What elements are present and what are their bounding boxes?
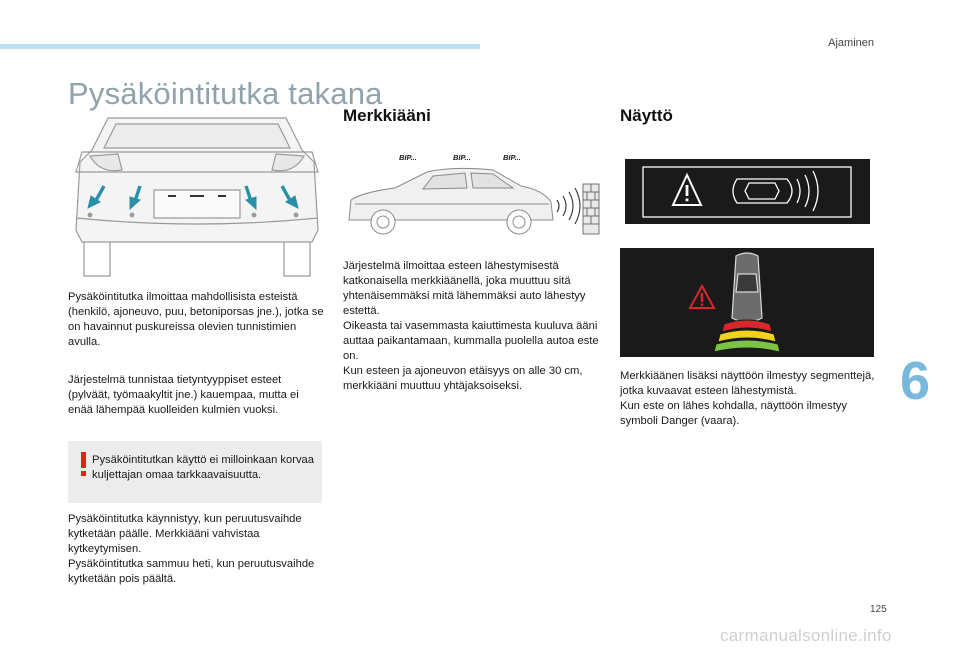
rear-bumper-illustration — [68, 110, 326, 278]
warning-box — [68, 441, 322, 503]
chapter-number: 6 — [900, 351, 931, 411]
page-number: 125 — [870, 604, 887, 615]
display-segments — [620, 248, 874, 357]
detection-paragraph: Järjestelmä tunnistaa tietyntyyppiset esteet (pylväät, työmaakyltit jne.) kauempaa, mutta ei enää lähempää kuolleiden kulmien vuoksi. — [68, 374, 299, 416]
bip-label-3: BIP... — [503, 153, 521, 162]
section-label: Ajaminen — [828, 37, 874, 49]
heading-naytto: Näyttö — [620, 106, 673, 125]
watermark: carmanualsonline.info — [720, 626, 892, 645]
bip-label-1: BIP... — [399, 153, 417, 162]
bip-label-2: BIP... — [453, 153, 471, 162]
exclamation-icon — [81, 452, 86, 468]
page-title: Pysäköintitutka takana — [68, 76, 383, 111]
side-car-illustration — [343, 148, 601, 240]
warning-text: Pysäköintitutkan käyttö ei milloinkaan korvaa kuljettajan omaa tarkkaavaisuutta. — [92, 454, 314, 481]
sound-paragraph: Järjestelmä ilmoittaa esteen lähestymisestä katkonaisella merkkiäänellä, joka muuttuu sitä yhtenäisemmäksi mitä lähemmäksi auto lähestyy estettä. Oikeasta tai vasemmasta kaiuttimesta kuuluva ääni auttaa paikantamaan, kummalla puolella autoa este on. Kun esteen ja ajoneuvon etäisyys on alle 30 cm, merkkiääni muuttuu yhtäjaksoiseksi. — [343, 260, 599, 392]
brick-wall — [583, 184, 599, 234]
activation-paragraph: Pysäköintitutka käynnistyy, kun peruutusvaihde kytketään päälle. Merkkiääni vahvistaa kytkeytymisen. Pysäköintitutka sammuu heti, kun peruutusvaihde kytketään pois päältä. — [68, 513, 315, 585]
display-paragraph: Merkkiäänen lisäksi näyttöön ilmestyy segmenttejä, jotka kuvaavat esteen lähestymistä. Kun este on lähes kohdalla, näyttöön ilmestyy symboli Danger (vaara). — [620, 370, 875, 427]
sound-waves — [557, 188, 580, 224]
display-top-view — [625, 159, 870, 224]
header-accent-bar — [0, 44, 480, 49]
intro-paragraph: Pysäköintitutka ilmoittaa mahdollisista esteistä (henkilö, ajoneuvo, puu, betoniporsas jne.), jotka se on havainnut puskureissa olevien tunnistimien avulla. — [68, 291, 324, 348]
heading-merkkiaani: Merkkiääni — [343, 106, 431, 125]
exclamation-dot — [81, 471, 86, 476]
